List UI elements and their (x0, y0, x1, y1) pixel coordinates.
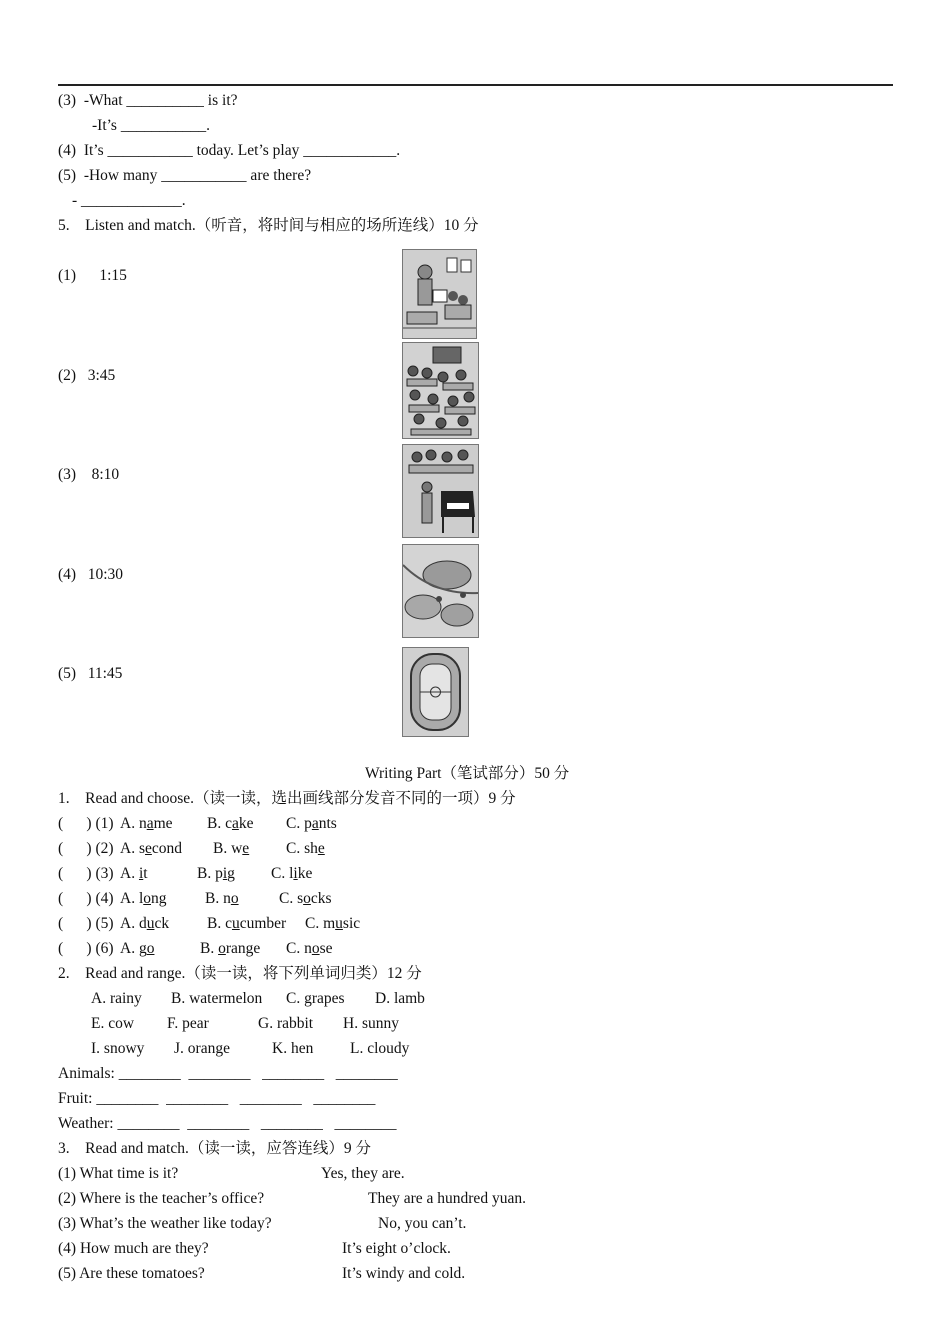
answer-blank[interactable]: ( ) (58, 915, 92, 932)
fill-line-4: (4) It’s ___________ today. Let’s play ____________. (58, 142, 401, 159)
answer-blank[interactable]: ________ (188, 1065, 251, 1082)
answer-blank[interactable]: ________ (187, 1115, 250, 1132)
answer-blank[interactable]: ( ) (58, 890, 92, 907)
answer-item[interactable]: No, you can’t. (378, 1215, 467, 1232)
question-item[interactable]: (4) How much are they? (58, 1240, 209, 1257)
word: I. snowy (91, 1040, 145, 1057)
time-item: (1) 1:15 (58, 267, 127, 284)
playground-icon[interactable] (402, 647, 469, 737)
question-item[interactable]: (2) Where is the teacher’s office? (58, 1190, 265, 1207)
answer-blank[interactable]: ________ (262, 1065, 325, 1082)
header-rule (58, 84, 893, 86)
fill-line-5-answer: - _____________. (72, 192, 186, 209)
time-item: (3) 8:10 (58, 466, 120, 483)
answer-blank[interactable]: ________ (96, 1090, 159, 1107)
fill-line-3-answer: -It’s ___________. (92, 117, 210, 134)
garden-icon[interactable] (402, 544, 479, 638)
fill-line-3: (3) -What __________ is it? (58, 92, 238, 109)
answer-blank[interactable]: ________ (335, 1065, 398, 1082)
word: G. rabbit (258, 1015, 314, 1032)
time-item: (4) 10:30 (58, 566, 124, 583)
category-weather: Weather: ________ ________ ________ ________ (58, 1115, 397, 1132)
category-animals: Animals: ________ ________ ________ ________ (58, 1065, 398, 1082)
q1-item: ( ) (5) A. duck B. cucumber C. music (58, 915, 361, 932)
answer-blank[interactable]: ________ (334, 1115, 397, 1132)
word: L. cloudy (350, 1040, 410, 1057)
answer-blank[interactable]: ( ) (58, 815, 92, 832)
q2-heading: 2. Read and range.（读一读，将下列单词归类）12 分 (58, 965, 422, 982)
answer-blank[interactable]: ( ) (58, 865, 92, 882)
category-fruit: Fruit: ________ ________ ________ ________ (58, 1090, 376, 1107)
answer-blank[interactable]: ________ (117, 1115, 180, 1132)
time-item: (2) 3:45 (58, 367, 116, 384)
word: H. sunny (343, 1015, 399, 1032)
answer-blank[interactable]: ________ (239, 1090, 302, 1107)
answer-blank[interactable]: ( ) (58, 940, 92, 957)
word: D. lamb (375, 990, 425, 1007)
fill-line-5: (5) -How many ___________ are there? (58, 167, 312, 184)
section5-heading: 5. Listen and match.（听音，将时间与相应的场所连线）10 分 (58, 217, 479, 234)
q1-heading: 1. Read and choose.（读一读，选出画线部分发音不同的一项）9 分 (58, 790, 516, 807)
word: J. orange (174, 1040, 230, 1057)
word: K. hen (272, 1040, 314, 1057)
writing-part-title: Writing Part（笔试部分）50 分 (365, 765, 570, 782)
q1-item: ( ) (3) A. it B. pig C. like (58, 865, 313, 882)
question-item[interactable]: (3) What’s the weather like today? (58, 1215, 272, 1232)
answer-item[interactable]: They are a hundred yuan. (368, 1190, 526, 1207)
question-item[interactable]: (1) What time is it? (58, 1165, 179, 1182)
answer-blank[interactable]: ________ (166, 1090, 229, 1107)
answer-item[interactable]: It’s eight o’clock. (342, 1240, 451, 1257)
answer-item[interactable]: It’s windy and cold. (342, 1265, 466, 1282)
answer-blank[interactable]: ________ (313, 1090, 376, 1107)
q1-item: ( ) (2) A. second B. we C. she (58, 840, 325, 857)
art-room-icon[interactable] (402, 249, 477, 339)
word: C. grapes (286, 990, 345, 1007)
word: A. rainy (91, 990, 142, 1007)
word: E. cow (91, 1015, 135, 1032)
classroom-icon[interactable] (402, 342, 479, 439)
answer-blank[interactable]: ( ) (58, 840, 92, 857)
word: B. watermelon (171, 990, 263, 1007)
q3-heading: 3. Read and match.（读一读，应答连线）9 分 (58, 1140, 371, 1157)
answer-blank[interactable]: ________ (260, 1115, 323, 1132)
answer-item[interactable]: Yes, they are. (321, 1165, 405, 1182)
music-room-icon[interactable] (402, 444, 479, 538)
answer-blank[interactable]: ________ (118, 1065, 181, 1082)
q1-item: ( ) (1) A. name B. cake C. pants (58, 815, 337, 832)
q1-item: ( ) (4) A. long B. no C. socks (58, 890, 332, 907)
q1-item: ( ) (6) A. go B. orange C. nose (58, 940, 333, 957)
question-item[interactable]: (5) Are these tomatoes? (58, 1265, 205, 1282)
word: F. pear (167, 1015, 209, 1032)
time-item: (5) 11:45 (58, 665, 123, 682)
